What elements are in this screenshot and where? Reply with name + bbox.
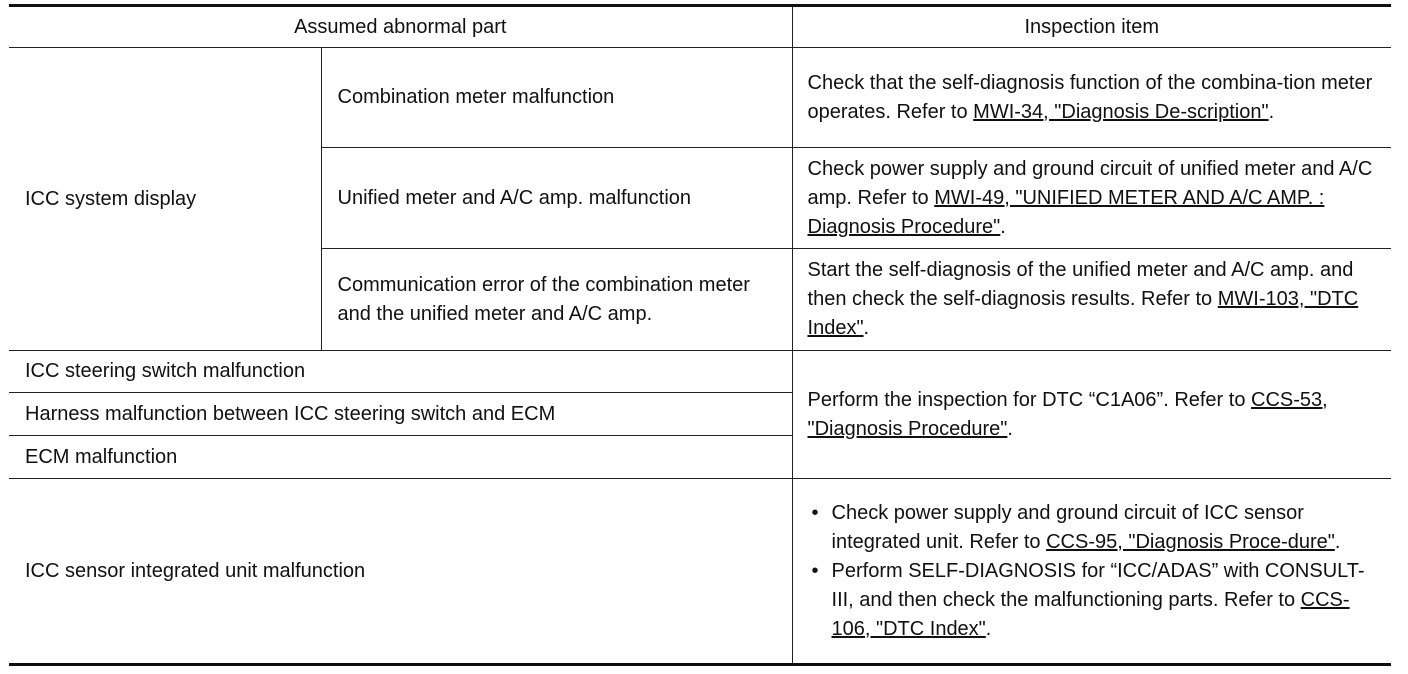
- inspection-text-end: .: [1268, 100, 1275, 123]
- inspection-text-end: .: [863, 317, 870, 339]
- inspection-bullet-list: [808, 499, 1380, 644]
- combination-meter-part-cell: Combination meter malfunction: [321, 48, 792, 148]
- mwi-34-link[interactable]: MWI-34, "Diagnosis De-scription": [973, 100, 1269, 123]
- inspection-text: Check that the self-diagnosis function of the combina-tion meter operates. Refer to: [807, 71, 1373, 123]
- harness-part-cell: Harness malfunction between ICC steering switch and ECM: [9, 393, 792, 436]
- unified-meter-inspection-cell: [792, 148, 1391, 249]
- ccs-53-link[interactable]: CCS-53, "Diagnosis Procedure": [807, 388, 1328, 440]
- list-item: [808, 499, 1380, 557]
- communication-error-inspection-cell: [792, 249, 1391, 351]
- table-row: [9, 48, 1391, 148]
- inspection-text-end: .: [1334, 530, 1341, 553]
- diagnosis-table-container: [9, 4, 1391, 666]
- header-assumed-abnormal-part: Assumed abnormal part: [9, 6, 792, 48]
- inspection-text: Start the self-diagnosis of the unified meter and A/C amp. and then check the self-diagnosis results. Refer to: [807, 259, 1354, 310]
- communication-error-part-cell: Communication error of the combination meter and the unified meter and A/C amp.: [321, 249, 792, 351]
- inspection-text-end: .: [1000, 215, 1006, 238]
- inspection-text-end: .: [1007, 417, 1013, 440]
- ccs-95-link[interactable]: CCS-95, "Diagnosis Proce-dure": [1046, 530, 1335, 553]
- inspection-text: Perform SELF-DIAGNOSIS for “ICC/ADAS” with CONSULT-III, and then check the malfunctioning parts. Refer to: [831, 559, 1365, 611]
- unified-meter-part-cell: Unified meter and A/C amp. malfunction: [321, 148, 792, 249]
- icc-sensor-part-cell: ICC sensor integrated unit malfunction: [9, 479, 792, 665]
- steering-switch-part-cell: ICC steering switch malfunction: [9, 351, 792, 393]
- inspection-text: Check power supply and ground circuit of ICC sensor integrated unit. Refer to: [831, 501, 1304, 553]
- table-header-row: [9, 6, 1391, 48]
- ccs-106-link[interactable]: CCS-106, "DTC Index": [831, 588, 1350, 640]
- dtc-c1a06-inspection-cell: [792, 351, 1391, 479]
- icc-sensor-inspection-cell: [792, 479, 1391, 665]
- list-item: [808, 557, 1380, 644]
- diagnosis-table: [9, 4, 1391, 666]
- table-row: [9, 479, 1391, 665]
- header-inspection-item: Inspection item: [792, 6, 1391, 48]
- table-row: [9, 351, 1391, 393]
- inspection-text-end: .: [985, 617, 992, 640]
- icc-system-display-cell: ICC system display: [9, 48, 321, 351]
- inspection-text: Check power supply and ground circuit of unified meter and A/C amp. Refer to: [807, 157, 1373, 209]
- ecm-part-cell: ECM malfunction: [9, 436, 792, 479]
- mwi-103-link[interactable]: MWI-103, "DTC Index": [807, 288, 1359, 339]
- mwi-49-link[interactable]: MWI-49, "UNIFIED METER AND A/C AMP. : Diagnosis Procedure": [807, 186, 1325, 238]
- inspection-text: Perform the inspection for DTC “C1A06”. Refer to: [807, 388, 1252, 411]
- combination-meter-inspection-cell: [792, 48, 1391, 148]
